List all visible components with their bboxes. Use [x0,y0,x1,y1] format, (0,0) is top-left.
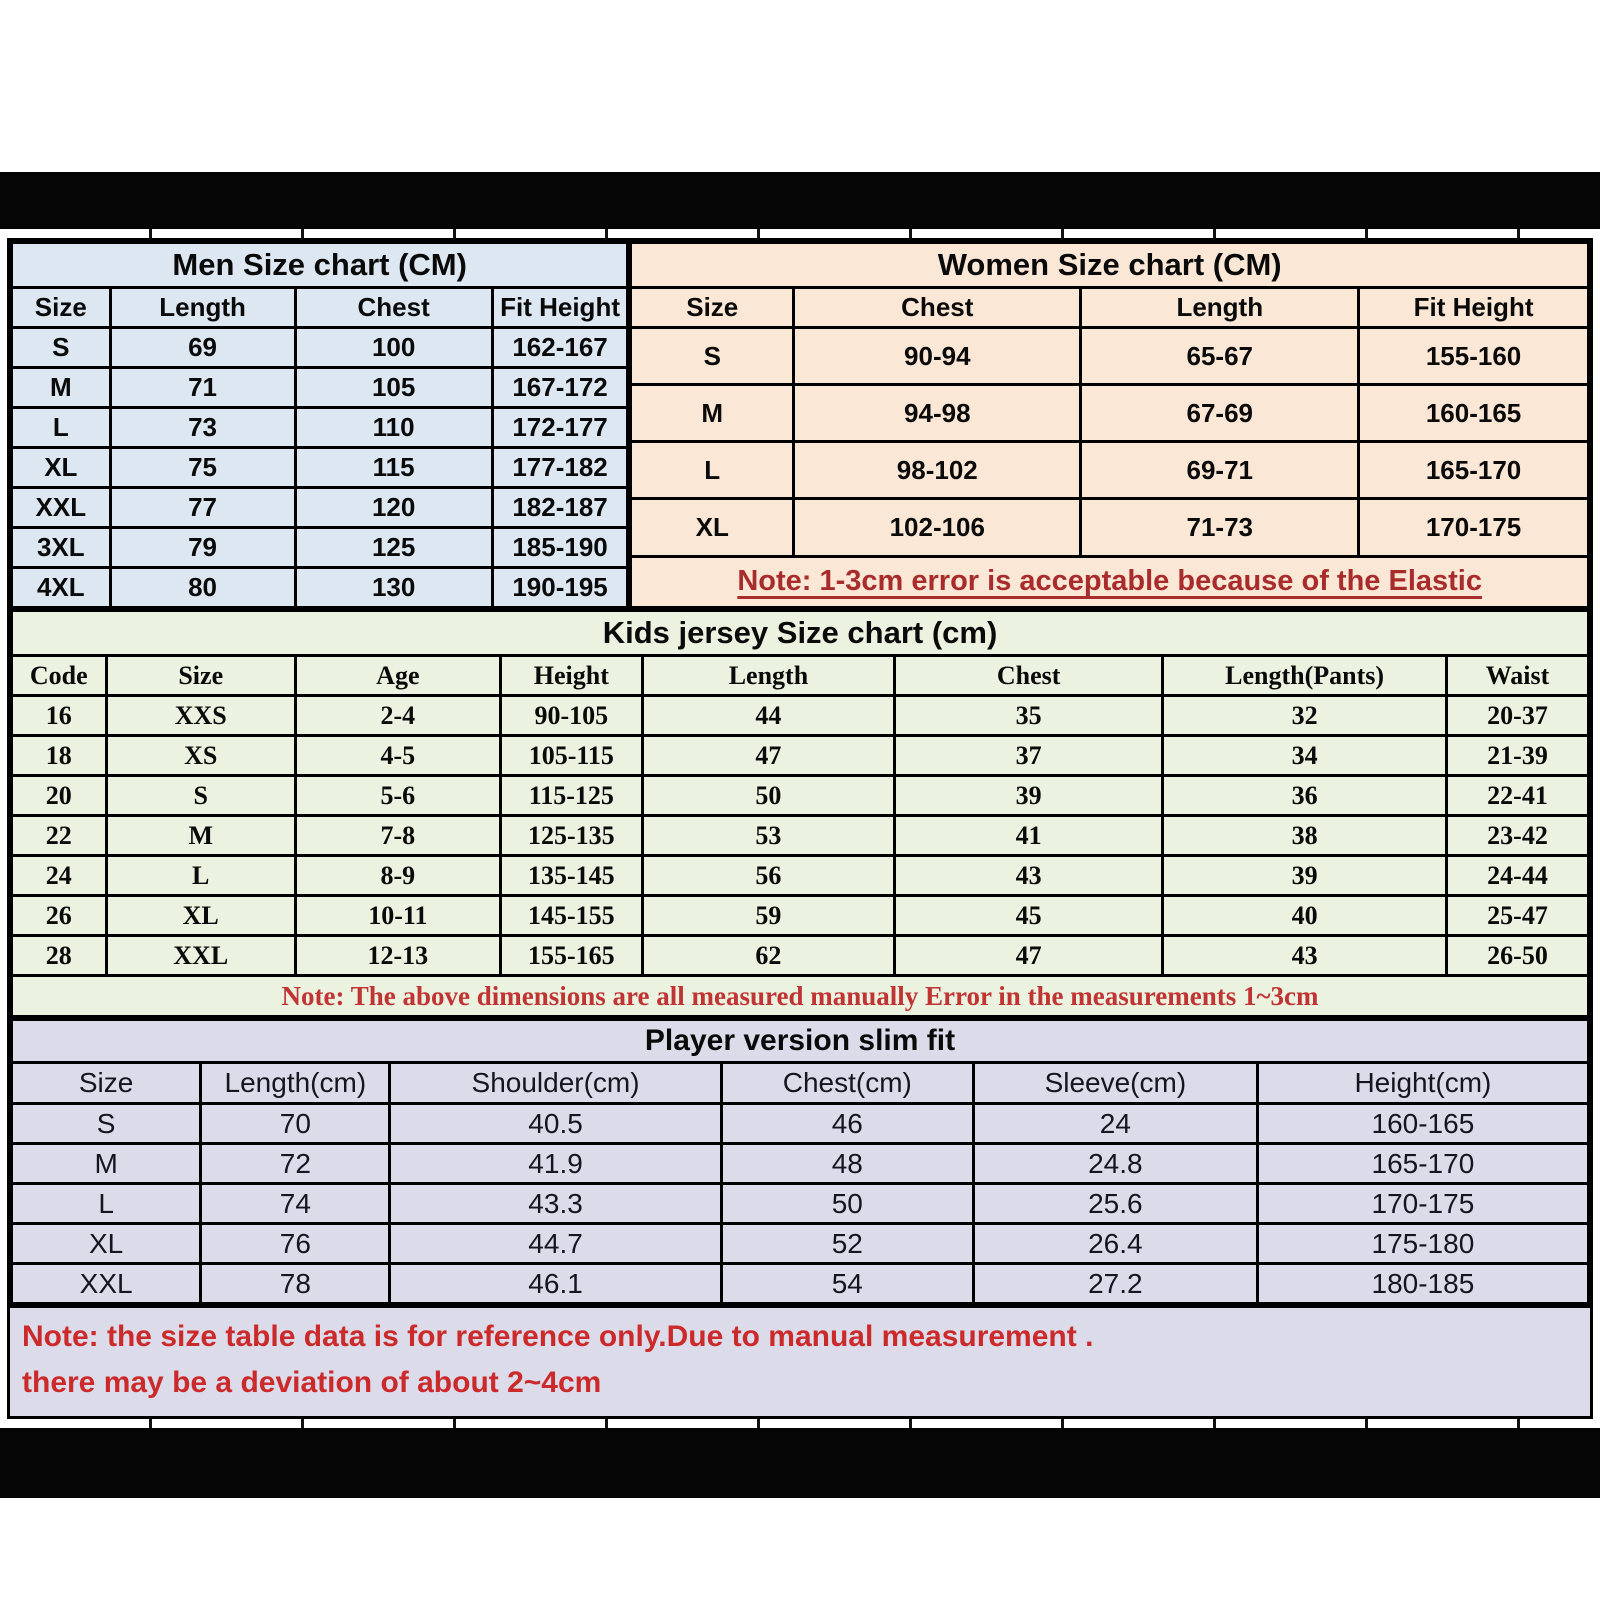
cell: 180-185 [1257,1264,1588,1304]
cell: 73 [110,408,295,448]
column-header: Height [500,656,642,696]
table-row [12,1104,1589,1144]
cell: 25-47 [1447,896,1589,936]
cell: 125 [295,528,492,568]
men-size-table [10,241,629,609]
women-note-body [631,556,1589,607]
column-header: Size [631,288,794,328]
cell: 76 [201,1224,390,1264]
cell: 130 [295,568,492,608]
bottom-note-line1: Note: the size table data is for reference only.Due to manual measurement . [22,1320,1094,1353]
table-row [631,442,1589,499]
cell: 120 [295,488,492,528]
cell: 3XL [12,528,111,568]
cell: 115-125 [500,776,642,816]
cell: 18 [12,736,107,776]
column-header: Height(cm) [1257,1063,1588,1104]
cell: 71 [110,368,295,408]
cell: 21-39 [1447,736,1589,776]
cell: 75 [110,448,295,488]
table-row [12,816,1589,856]
table-row [631,385,1589,442]
cell: 12-13 [295,936,500,976]
table-row [12,1184,1589,1224]
cell: 40.5 [390,1104,721,1144]
cell: 43 [895,856,1163,896]
kids-note-row [12,976,1589,1017]
cell: 70 [201,1104,390,1144]
cell: 41.9 [390,1144,721,1184]
cell: 170-175 [1257,1184,1588,1224]
table-row [12,1224,1589,1264]
bottom-black-band [0,1428,1600,1498]
top-white-margin [0,0,1600,172]
cell: 34 [1163,736,1447,776]
cell: 8-9 [295,856,500,896]
cell: S [12,1104,201,1144]
table-row [12,776,1589,816]
size-chart-sheet [7,238,1593,1419]
table-row [12,568,628,608]
cell: 56 [642,856,894,896]
column-header: Chest(cm) [721,1063,973,1104]
cell: 38 [1163,816,1447,856]
cell: 46.1 [390,1264,721,1304]
cell: M [631,385,794,442]
column-header: Fit Height [492,288,628,328]
cell: 20 [12,776,107,816]
cell: 165-170 [1257,1144,1588,1184]
cell: 90-94 [794,328,1081,385]
cell: 98-102 [794,442,1081,499]
cell: 4XL [12,568,111,608]
men-table-title-row [12,243,628,288]
cell: 74 [201,1184,390,1224]
cell: 7-8 [295,816,500,856]
column-header: Waist [1447,656,1589,696]
cell: L [12,1184,201,1224]
women-note-row [631,556,1589,607]
cell: 5-6 [295,776,500,816]
cell: 135-145 [500,856,642,896]
cell: 125-135 [500,816,642,856]
kids-note-body [12,976,1589,1017]
cell: 115 [295,448,492,488]
column-header: Size [106,656,295,696]
kids-table-header-row [12,656,1589,696]
cell: S [106,776,295,816]
player-version-table [10,1018,1590,1305]
cell: XXL [12,1264,201,1304]
cell: 41 [895,816,1163,856]
cell: L [631,442,794,499]
cell: 160-165 [1359,385,1589,442]
cell: 26-50 [1447,936,1589,976]
bottom-reference-note [10,1305,1590,1416]
cell: L [12,408,111,448]
cell: 155-165 [500,936,642,976]
cell: S [12,328,111,368]
cell: 185-190 [492,528,628,568]
cell: 162-167 [492,328,628,368]
men-table-header-row [12,288,628,328]
cell: 37 [895,736,1163,776]
cell: 177-182 [492,448,628,488]
cell: 105 [295,368,492,408]
cell: 69-71 [1081,442,1359,499]
cell: 22-41 [1447,776,1589,816]
cell: 10-11 [295,896,500,936]
cell: 28 [12,936,107,976]
table-row [631,499,1589,556]
cell: 26.4 [973,1224,1257,1264]
cell: 16 [12,696,107,736]
kids-table-title: Kids jersey Size chart (cm) [12,611,1589,656]
cell: XXL [12,488,111,528]
cell: 40 [1163,896,1447,936]
column-header: Size [12,288,111,328]
cell: 43 [1163,936,1447,976]
kids-table-body [12,696,1589,976]
cell: 24-44 [1447,856,1589,896]
cell: M [106,816,295,856]
table-row [12,1264,1589,1304]
spreadsheet-gridline-strip-top [0,229,1600,238]
cell: 43.3 [390,1184,721,1224]
cell: XL [12,1224,201,1264]
cell: XXS [106,696,295,736]
cell: 4-5 [295,736,500,776]
column-header: Chest [794,288,1081,328]
cell: 172-177 [492,408,628,448]
cell: 39 [895,776,1163,816]
player-table-title: Player version slim fit [12,1020,1589,1063]
spreadsheet-gridline-strip-bottom [0,1419,1600,1428]
table-row [12,736,1589,776]
cell: 62 [642,936,894,976]
cell: 26 [12,896,107,936]
women-table-title: Women Size chart (CM) [631,243,1589,288]
cell: 182-187 [492,488,628,528]
cell: 24.8 [973,1144,1257,1184]
cell: 170-175 [1359,499,1589,556]
column-header: Fit Height [1359,288,1589,328]
column-header: Chest [895,656,1163,696]
cell: M [12,1144,201,1184]
column-header: Length [1081,288,1359,328]
cell: 100 [295,328,492,368]
kids-measurement-note: Note: The above dimensions are all measured manually Error in the measurements 1~3cm [12,976,1589,1017]
column-header: Age [295,656,500,696]
women-table-title-row [631,243,1589,288]
cell: 2-4 [295,696,500,736]
women-table-body [631,328,1589,557]
player-table-header-row [12,1063,1589,1104]
cell: 65-67 [1081,328,1359,385]
cell: 72 [201,1144,390,1184]
cell: 23-42 [1447,816,1589,856]
cell: XL [12,448,111,488]
column-header: Length [110,288,295,328]
table-row [12,856,1589,896]
cell: S [631,328,794,385]
cell: 155-160 [1359,328,1589,385]
cell: 190-195 [492,568,628,608]
top-black-band [0,172,1600,229]
cell: 20-37 [1447,696,1589,736]
column-header: Code [12,656,107,696]
cell: 25.6 [973,1184,1257,1224]
cell: 71-73 [1081,499,1359,556]
cell: 78 [201,1264,390,1304]
column-header: Length(cm) [201,1063,390,1104]
women-size-table [629,241,1590,609]
cell: 110 [295,408,492,448]
table-row [12,408,628,448]
cell: L [106,856,295,896]
cell: 165-170 [1359,442,1589,499]
cell: 50 [642,776,894,816]
cell: 46 [721,1104,973,1144]
cell: 35 [895,696,1163,736]
column-header: Size [12,1063,201,1104]
cell: 50 [721,1184,973,1224]
cell: 167-172 [492,368,628,408]
table-row [12,936,1589,976]
table-row [12,696,1589,736]
cell: 80 [110,568,295,608]
player-table-body [12,1104,1589,1304]
cell: 54 [721,1264,973,1304]
column-header: Sleeve(cm) [973,1063,1257,1104]
cell: 22 [12,816,107,856]
table-row [12,528,628,568]
table-row [12,1144,1589,1184]
table-row [12,328,628,368]
table-row [631,328,1589,385]
women-table-header-row [631,288,1589,328]
cell: 44.7 [390,1224,721,1264]
column-header: Length [642,656,894,696]
cell: 48 [721,1144,973,1184]
cell: 53 [642,816,894,856]
cell: 47 [895,936,1163,976]
cell: 47 [642,736,894,776]
men-women-section [10,241,1590,609]
cell: 52 [721,1224,973,1264]
cell: 105-115 [500,736,642,776]
cell: 102-106 [794,499,1081,556]
women-elastic-note: Note: 1-3cm error is acceptable because of the Elastic [737,565,1482,598]
cell: 94-98 [794,385,1081,442]
player-table-title-row [12,1020,1589,1063]
cell: 24 [12,856,107,896]
women-note-cell [631,556,1589,607]
cell: 32 [1163,696,1447,736]
men-table-body [12,328,628,608]
column-header: Length(Pants) [1163,656,1447,696]
cell: XXL [106,936,295,976]
cell: 90-105 [500,696,642,736]
table-row [12,448,628,488]
cell: 36 [1163,776,1447,816]
cell: 67-69 [1081,385,1359,442]
cell: 39 [1163,856,1447,896]
cell: XS [106,736,295,776]
kids-size-table [10,609,1590,1018]
bottom-note-line2: there may be a deviation of about 2~4cm [22,1366,602,1399]
cell: XL [106,896,295,936]
cell: 59 [642,896,894,936]
column-header: Shoulder(cm) [390,1063,721,1104]
table-row [12,896,1589,936]
table-row [12,488,628,528]
cell: 160-165 [1257,1104,1588,1144]
cell: 69 [110,328,295,368]
cell: 77 [110,488,295,528]
cell: 45 [895,896,1163,936]
cell: M [12,368,111,408]
cell: 79 [110,528,295,568]
cell: 27.2 [973,1264,1257,1304]
cell: 44 [642,696,894,736]
cell: 24 [973,1104,1257,1144]
column-header: Chest [295,288,492,328]
kids-table-title-row [12,611,1589,656]
men-table-title: Men Size chart (CM) [12,243,628,288]
cell: 145-155 [500,896,642,936]
table-row [12,368,628,408]
cell: XL [631,499,794,556]
cell: 175-180 [1257,1224,1588,1264]
